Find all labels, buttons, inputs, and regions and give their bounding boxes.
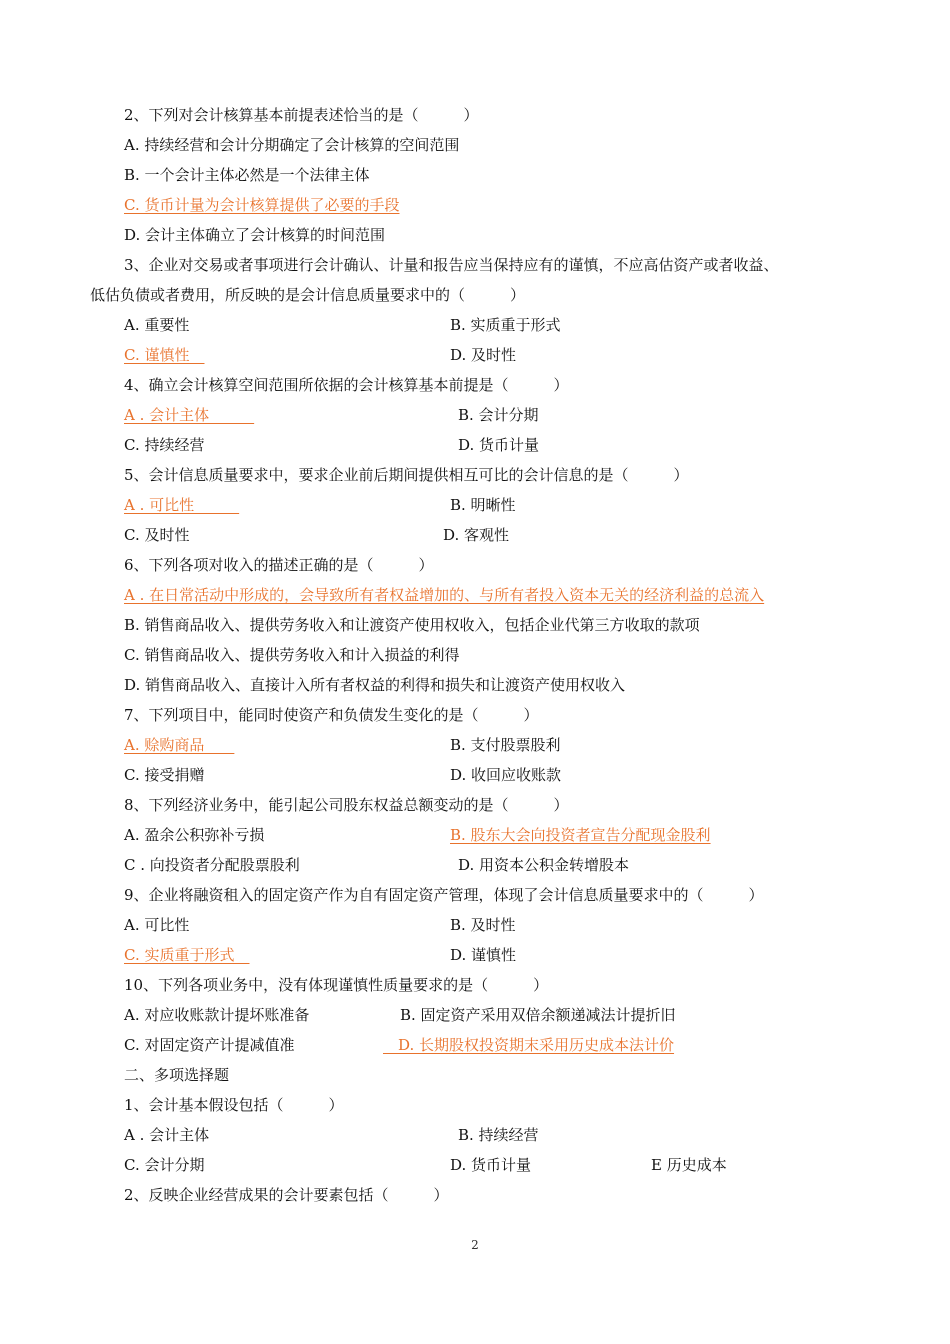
option-7d: D. 收回应收账款 [450,766,562,784]
option-10b: B. 固定资产采用双倍余额递减法计提折旧 [400,1006,676,1024]
option-2b: B. 一个会计主体必然是一个法律主体 [124,166,370,184]
question-8-stem: 8、下列经济业务中，能引起公司股东权益总额变动的是（ ） [124,796,569,814]
mq-option-1a: A . 会计主体 [124,1126,210,1144]
option-7a-answer: A. 赊购商品 [124,736,235,754]
option-10c: C. 对固定资产计提减值准 [124,1036,295,1054]
question-9-stem: 9、企业将融资租入的固定资产作为自有固定资产管理，体现了会计信息质量要求中的（ ） [124,886,764,904]
option-6d: D. 销售商品收入、直接计入所有者权益的利得和损失和让渡资产使用权收入 [124,676,626,694]
option-8a: A. 盈余公积弥补亏损 [124,826,265,844]
mq-2-stem: 2、反映企业经营成果的会计要素包括（ ） [124,1186,449,1204]
option-3a: A. 重要性 [124,316,190,334]
question-3-stem: 3、企业对交易或者事项进行会计确认、计量和报告应当保持应有的谨慎，不应高估资产或者收益、 [124,256,779,274]
question-10-stem: 10、下列各项业务中，没有体现谨慎性质量要求的是（ ） [124,976,549,994]
question-6-stem: 6、下列各项对收入的描述正确的是（ ） [124,556,434,574]
option-7b: B. 支付股票股利 [450,736,561,754]
page-number: 2 [471,1238,479,1252]
mq-option-1e: E 历史成本 [651,1156,727,1174]
question-3-stem-cont: 低估负债或者费用，所反映的是会计信息质量要求中的（ ） [90,286,526,304]
option-8b-answer: B. 股东大会向投资者宣告分配现金股利 [450,826,711,844]
option-5b: B. 明晰性 [450,496,516,514]
option-2a: A. 持续经营和会计分期确定了会计核算的空间范围 [124,136,460,154]
section-heading-multiple-choice: 二、多项选择题 [124,1066,230,1084]
option-5d: D. 客观性 [443,526,510,544]
option-4b: B. 会计分期 [458,406,539,424]
option-8c: C . 向投资者分配股票股利 [124,856,300,874]
option-9a: A. 可比性 [124,916,190,934]
option-5a-answer: A . 可比性 [124,496,240,514]
option-6a-answer: A . 在日常活动中形成的，会导致所有者权益增加的、与所有者投入资本无关的经济利益的总流入 [124,586,765,604]
option-10a: A. 对应收账款计提坏账准备 [124,1006,310,1024]
option-3c-answer: C. 谨慎性 [124,346,205,364]
option-4a-answer: A . 会计主体 [124,406,255,424]
question-7-stem: 7、下列项目中，能同时使资产和负债发生变化的是（ ） [124,706,539,724]
option-9c-answer: C. 实质重于形式 [124,946,250,964]
option-3d: D. 及时性 [450,346,517,364]
option-4d: D. 货币计量 [458,436,540,454]
question-5-stem: 5、会计信息质量要求中，要求企业前后期间提供相互可比的会计信息的是（ ） [124,466,689,484]
question-2-stem: 2、下列对会计核算基本前提表述恰当的是（ ） [124,106,479,124]
option-10d-answer: D. 长期股权投资期末采用历史成本法计价 [383,1036,675,1054]
mq-option-1b: B. 持续经营 [458,1126,539,1144]
option-8d: D. 用资本公积金转增股本 [458,856,630,874]
option-5c: C. 及时性 [124,526,190,544]
option-3b: B. 实质重于形式 [450,316,561,334]
option-4c: C. 持续经营 [124,436,205,454]
option-2c-answer: C. 货币计量为会计核算提供了必要的手段 [124,196,400,214]
option-9d: D. 谨慎性 [450,946,517,964]
question-4-stem: 4、确立会计核算空间范围所依据的会计核算基本前提是（ ） [124,376,569,394]
option-7c: C. 接受捐赠 [124,766,205,784]
option-2d: D. 会计主体确立了会计核算的时间范围 [124,226,386,244]
mq-option-1c: C. 会计分期 [124,1156,205,1174]
mq-1-stem: 1、会计基本假设包括（ ） [124,1096,344,1114]
option-6c: C. 销售商品收入、提供劳务收入和计入损益的利得 [124,646,460,664]
option-6b: B. 销售商品收入、提供劳务收入和让渡资产使用权收入，包括企业代第三方收取的款项 [124,616,700,634]
mq-option-1d: D. 货币计量 [450,1156,532,1174]
option-9b: B. 及时性 [450,916,516,934]
